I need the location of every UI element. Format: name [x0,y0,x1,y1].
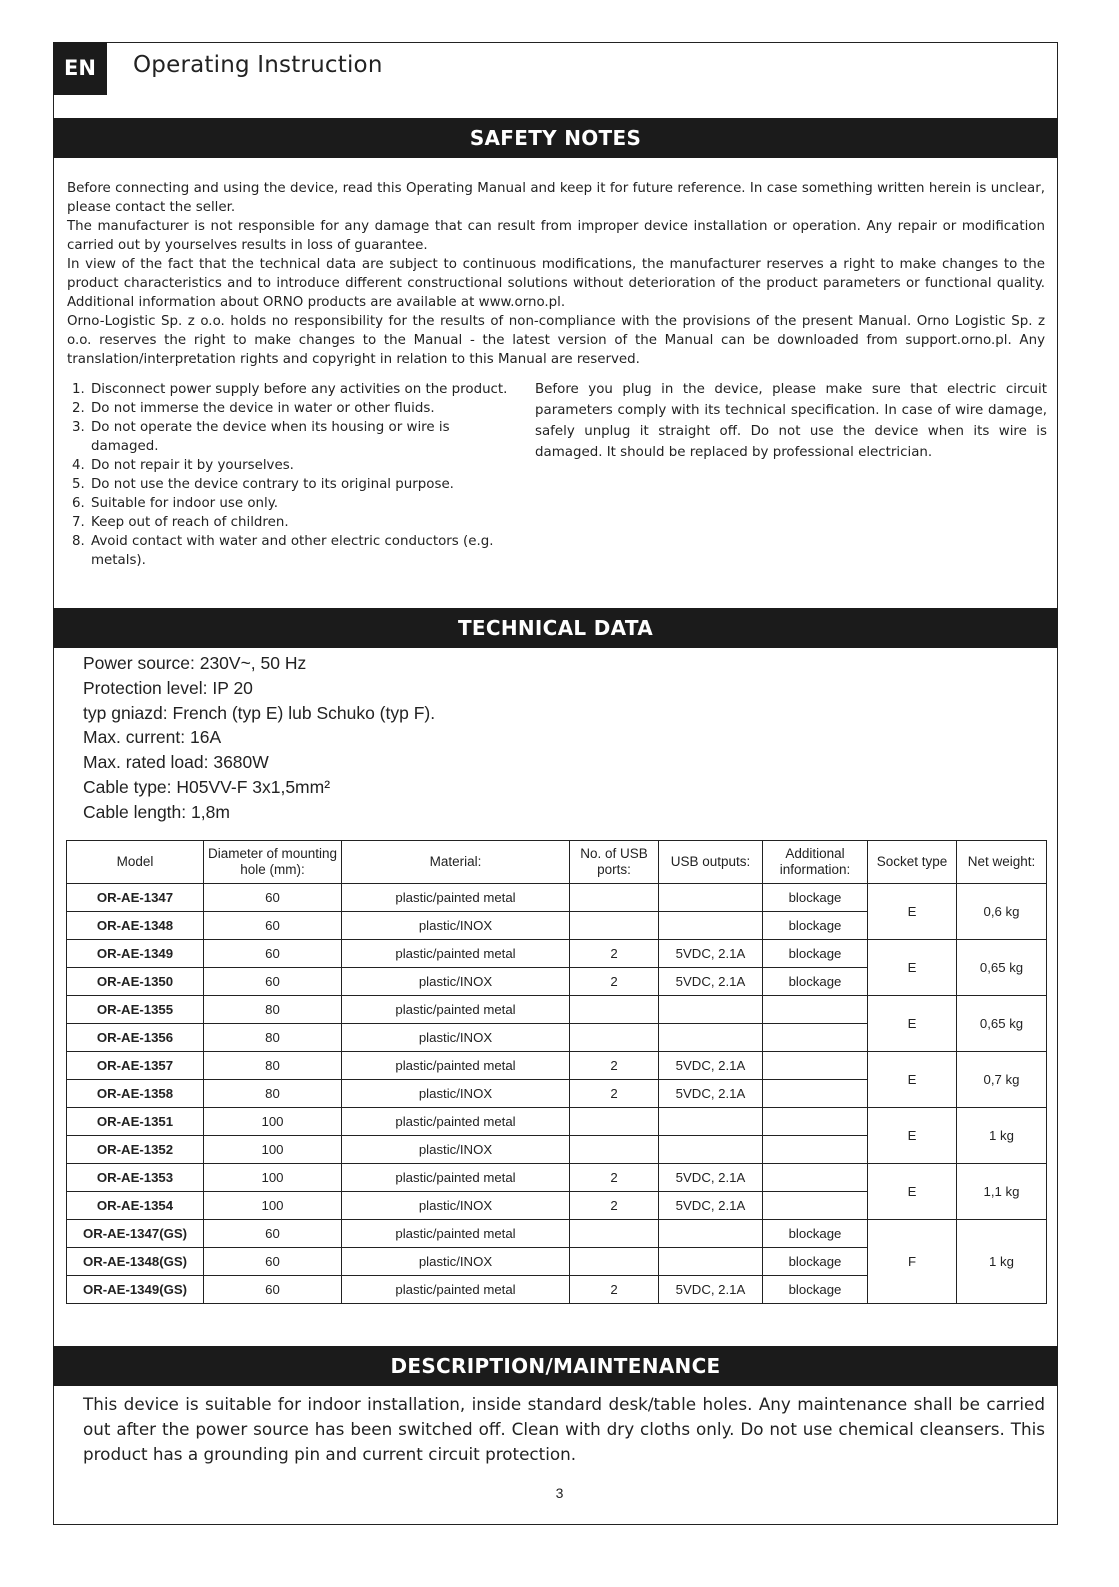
section-header-description: DESCRIPTION/MAINTENANCE [53,1346,1058,1386]
page-number: 3 [555,1485,564,1501]
table-cell: 5VDC, 2.1A [659,940,763,968]
spec-item: Cable type: H05VV-F 3x1,5mm² [83,776,331,797]
table-cell [659,912,763,940]
table-cell: 2 [570,1192,659,1220]
table-cell [763,1192,868,1220]
table-cell [570,1136,659,1164]
table-cell: blockage [763,884,868,912]
table-cell: plastic/painted metal [342,1108,570,1136]
spec-item: typ gniazd: French (typ E) lub Schuko (typ F). [83,702,436,723]
table-cell [659,1136,763,1164]
model-cell: OR-AE-1349(GS) [67,1276,204,1304]
safety-rule: 2. Do not immerse the device in water or other fluids. [89,399,539,418]
table-cell [659,1248,763,1276]
net-weight-cell: 0,65 kg [957,940,1047,996]
table-body [67,884,1047,1304]
table-cell: 80 [204,1024,342,1052]
table-cell: 5VDC, 2.1A [659,1164,763,1192]
model-cell: OR-AE-1356 [67,1024,204,1052]
model-cell: OR-AE-1347 [67,884,204,912]
socket-type-cell: E [868,884,957,940]
socket-type-cell: E [868,1164,957,1220]
table-cell: plastic/INOX [342,1136,570,1164]
table-cell: blockage [763,1220,868,1248]
table-cell: 5VDC, 2.1A [659,1192,763,1220]
net-weight-cell: 1 kg [957,1220,1047,1304]
table-cell [570,1248,659,1276]
table-cell: blockage [763,1248,868,1276]
language-badge: EN [53,42,107,95]
table-cell: plastic/painted metal [342,1276,570,1304]
model-table [66,840,1047,1304]
socket-type-cell: F [868,1220,957,1304]
table-cell [659,1220,763,1248]
socket-type-cell: E [868,1052,957,1108]
safety-rule: 1. Disconnect power supply before any activities on the product. [89,380,539,399]
table-row [67,996,1047,1024]
table-cell: blockage [763,1276,868,1304]
table-cell: 60 [204,1276,342,1304]
table-cell [659,1024,763,1052]
table-cell: plastic/INOX [342,1248,570,1276]
spec-list [83,651,435,825]
net-weight-cell: 1 kg [957,1108,1047,1164]
table-cell: 100 [204,1108,342,1136]
table-cell [570,1108,659,1136]
table-cell [763,1052,868,1080]
column-header: Model [67,841,204,884]
table-cell [763,1080,868,1108]
net-weight-cell: 0,65 kg [957,996,1047,1052]
table-cell: 2 [570,1080,659,1108]
table-cell: 100 [204,1192,342,1220]
table-cell: blockage [763,912,868,940]
table-cell: plastic/painted metal [342,996,570,1024]
model-cell: OR-AE-1351 [67,1108,204,1136]
table-cell: 60 [204,940,342,968]
model-cell: OR-AE-1348(GS) [67,1248,204,1276]
table-cell [763,1136,868,1164]
model-cell: OR-AE-1353 [67,1164,204,1192]
description-text: This device is suitable for indoor installation, inside standard desk/table holes. Any maintenance shall be carried out after the power source has been switched off. Clean with dry cloths only. Do not use chemical cleansers. This product has a grounding pin and current circuit protection. [83,1394,1045,1464]
intro-paragraph: In view of the fact that the technical data are subject to continuous modifications, the manufacturer reserves a right to make changes to the product characteristics and to introduce different constructional solutions without deterioration of the product parameters or functional quality. Additional information about ORNO products are available at www.orno.pl. [67,257,1045,310]
table-cell: blockage [763,968,868,996]
column-header: No. of USB ports: [570,841,659,884]
table-cell: plastic/painted metal [342,1164,570,1192]
table-cell: plastic/painted metal [342,884,570,912]
table-row [67,884,1047,912]
socket-type-cell: E [868,996,957,1052]
section-header-safety: SAFETY NOTES [53,118,1058,158]
table-cell: 5VDC, 2.1A [659,968,763,996]
intro-text [67,179,1045,369]
intro-paragraph: Before connecting and using the device, read this Operating Manual and keep it for future reference. In case something written herein is unclear, please contact the seller. [67,181,1045,215]
table-cell: 60 [204,1220,342,1248]
table-cell: plastic/INOX [342,1080,570,1108]
safety-rule: 6. Suitable for indoor use only. [89,494,539,513]
table-cell: 60 [204,1248,342,1276]
table-cell: 5VDC, 2.1A [659,1080,763,1108]
table-cell [659,996,763,1024]
intro-paragraph: The manufacturer is not responsible for any damage that can result from improper device installation or operation. Any repair or modification carried out by yourselves results in loss of guarantee. [67,219,1045,253]
table-cell [659,884,763,912]
safety-rules-list [67,380,539,570]
table-cell: plastic/INOX [342,968,570,996]
table-cell [763,1024,868,1052]
table-cell: 2 [570,940,659,968]
table-row [67,1108,1047,1136]
table-cell: 80 [204,996,342,1024]
model-cell: OR-AE-1358 [67,1080,204,1108]
table-cell [763,1164,868,1192]
model-cell: OR-AE-1348 [67,912,204,940]
safety-rule: 8. Avoid contact with water and other electric conductors (e.g. metals). [89,532,539,570]
table-cell: plastic/painted metal [342,940,570,968]
spec-item: Protection level: IP 20 [83,677,253,698]
column-header: USB outputs: [659,841,763,884]
table-row [67,1052,1047,1080]
spec-item: Cable length: 1,8m [83,801,230,822]
column-header: Material: [342,841,570,884]
model-cell: OR-AE-1357 [67,1052,204,1080]
column-header: Diameter of mounting hole (mm): [204,841,342,884]
net-weight-cell: 0,6 kg [957,884,1047,940]
table-cell [659,1108,763,1136]
column-header: Socket type [868,841,957,884]
table-cell: plastic/INOX [342,1192,570,1220]
safety-rule: 3. Do not operate the device when its housing or wire is damaged. [89,418,539,456]
spec-item: Max. rated load: 3680W [83,752,269,773]
column-header: Additional information: [763,841,868,884]
net-weight-cell: 0,7 kg [957,1052,1047,1108]
socket-type-cell: E [868,940,957,996]
table-cell: 2 [570,1052,659,1080]
table-cell: 100 [204,1164,342,1192]
table-cell: 60 [204,884,342,912]
safety-rule: 7. Keep out of reach of children. [89,513,539,532]
table-row [67,1164,1047,1192]
table-cell: 100 [204,1136,342,1164]
table-cell: 5VDC, 2.1A [659,1052,763,1080]
model-cell: OR-AE-1350 [67,968,204,996]
model-cell: OR-AE-1355 [67,996,204,1024]
table-cell: blockage [763,940,868,968]
table-cell: 80 [204,1080,342,1108]
net-weight-cell: 1,1 kg [957,1164,1047,1220]
table-cell [570,912,659,940]
table-cell [570,1220,659,1248]
table-cell: 2 [570,968,659,996]
table-cell [763,996,868,1024]
table-cell: plastic/INOX [342,912,570,940]
table-cell: 60 [204,968,342,996]
spec-item: Max. current: 16A [83,727,222,748]
column-header: Net weight: [957,841,1047,884]
wiring-note: Before you plug in the device, please make sure that electric circuit parameters comply with its technical specification. In case of wire damage, safely unplug it straight off. Do not use the device when its wire is damaged. It should be replaced by professional electrician. [535,382,1047,460]
table-cell [570,884,659,912]
table-cell: plastic/painted metal [342,1220,570,1248]
table-header-row [67,841,1047,884]
table-cell [570,996,659,1024]
socket-type-cell: E [868,1108,957,1164]
model-cell: OR-AE-1347(GS) [67,1220,204,1248]
model-cell: OR-AE-1349 [67,940,204,968]
table-row [67,940,1047,968]
document-title: Operating Instruction [133,52,383,78]
table-cell: plastic/INOX [342,1024,570,1052]
table-row [67,1220,1047,1248]
table-cell [570,1024,659,1052]
section-header-technical: TECHNICAL DATA [53,608,1058,648]
table-cell: 60 [204,912,342,940]
table-cell: 80 [204,1052,342,1080]
safety-rule: 4. Do not repair it by yourselves. [89,456,539,475]
safety-rule: 5. Do not use the device contrary to its original purpose. [89,475,539,494]
table-cell: 2 [570,1164,659,1192]
table-cell [763,1108,868,1136]
table-cell: plastic/painted metal [342,1052,570,1080]
model-cell: OR-AE-1352 [67,1136,204,1164]
intro-paragraph: Orno-Logistic Sp. z o.o. holds no responsibility for the results of non-compliance with the provisions of the present Manual. Orno Logistic Sp. z o.o. reserves the right to make changes to the Manual - the latest version of the Manual can be downloaded from support.orno.pl. Any translation/interpretation rights and copyright in relation to this Manual are reserved. [67,314,1045,367]
model-cell: OR-AE-1354 [67,1192,204,1220]
table-cell: 2 [570,1276,659,1304]
spec-item: Power source: 230V~, 50 Hz [83,653,307,673]
table-cell: 5VDC, 2.1A [659,1276,763,1304]
